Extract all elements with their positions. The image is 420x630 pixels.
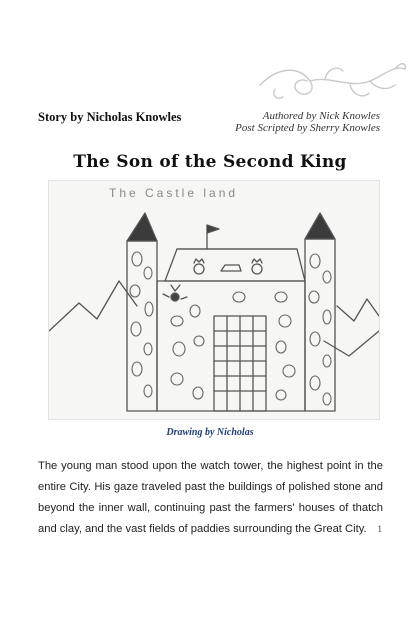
castle-sketch-illustration (49, 181, 379, 419)
castle-drawing (48, 180, 380, 420)
story-title: The Son of the Second King (73, 152, 347, 172)
story-paragraph: The young man stood upon the watch tower, the highest point in the entire City. His gaze traveled past the buildings of polished stone and beyond the inner wall, continuing past the farmers' houses of thatch and clay, and the vast fields of paddies surrounding the Great City. (38, 460, 383, 535)
author-credits (180, 110, 380, 134)
story-by-label: Story by Nicholas Knowles (38, 110, 182, 124)
drawing-caption: Drawing by Nicholas (166, 427, 254, 438)
authored-by-label: Authored by Nick Knowles (262, 110, 380, 122)
page-number: 1 (377, 524, 382, 534)
drawing-handwritten-label: The Castle land (109, 186, 239, 200)
decorative-flourish-icon (255, 55, 410, 107)
post-scripted-by-label: Post Scripted by Sherry Knowles (235, 122, 380, 134)
